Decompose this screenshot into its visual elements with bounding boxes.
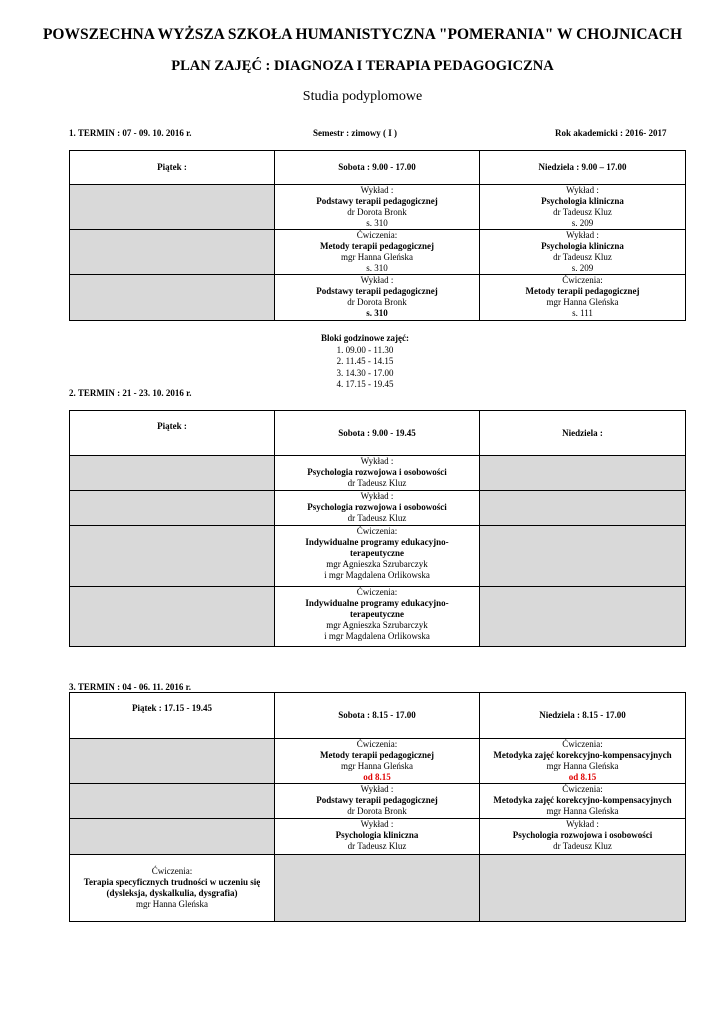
empty-cell <box>70 230 275 275</box>
class-teacher: dr Tadeusz Kluz <box>347 513 407 523</box>
class-teacher: mgr Hanna Gleńska <box>546 297 619 307</box>
class-type: Wykład : <box>360 491 394 501</box>
empty-cell <box>70 739 275 784</box>
time-block-item: 4. 17.15 - 19.45 <box>336 379 394 389</box>
start-time-note: od 8.15 <box>568 772 597 782</box>
class-type: Wykład : <box>360 819 394 829</box>
class-type: Ćwiczenia: <box>356 230 398 240</box>
time-blocks <box>300 333 430 391</box>
empty-cell <box>480 456 686 491</box>
class-subject: Terapia specyficznych trudności w uczeniu się <box>83 877 261 887</box>
termin-3-table <box>69 692 686 922</box>
time-blocks-title: Bloki godzinowe zajęć: <box>321 333 409 343</box>
time-block-item: 3. 14.30 - 17.00 <box>336 367 394 378</box>
study-type: Studia podyplomowe <box>302 89 423 104</box>
termin-1-label: 1. TERMIN : 07 - 09. 10. 2016 r. <box>69 128 192 138</box>
empty-cell <box>480 526 686 587</box>
class-subject: Metody terapii pedagogicznej <box>320 241 434 251</box>
class-cell <box>275 739 480 784</box>
class-subject: Psychologia kliniczna <box>541 196 624 206</box>
class-type: Ćwiczenia: <box>356 739 398 749</box>
empty-cell <box>70 587 275 647</box>
academic-year-label: Rok akademicki : 2016- 2017 <box>555 128 667 138</box>
class-teacher: mgr Hanna Gleńska <box>341 252 413 262</box>
class-subject: (dysleksja, dyskalkulia, dysgrafia) <box>106 888 238 898</box>
class-room: s. 310 <box>366 218 388 228</box>
empty-cell <box>70 784 275 819</box>
class-teacher: dr Dorota Bronk <box>347 207 407 217</box>
class-type: Wykład : <box>360 784 394 794</box>
class-teacher: mgr Hanna Gleńska <box>546 761 619 771</box>
empty-cell <box>70 185 275 230</box>
class-teacher: dr Tadeusz Kluz <box>347 841 407 851</box>
class-type: Wykład : <box>566 185 599 195</box>
class-type: Ćwiczenia: <box>356 526 398 536</box>
class-teacher: dr Dorota Bronk <box>347 806 407 816</box>
class-cell <box>70 855 275 922</box>
class-teacher: mgr Agnieszka Szrubarczyk <box>326 620 428 630</box>
institution-name: POWSZECHNA WYŻSZA SZKOŁA HUMANISTYCZNA "POMERANIA" W CHOJNICACH <box>42 26 683 43</box>
class-type: Wykład : <box>566 819 599 829</box>
class-cell <box>480 739 686 784</box>
class-teacher: mgr Hanna Gleńska <box>546 806 619 816</box>
empty-cell <box>70 275 275 321</box>
empty-cell <box>70 526 275 587</box>
header-friday: Piątek : 17.15 - 19.45 <box>70 693 275 739</box>
empty-cell <box>480 491 686 526</box>
class-type: Wykład : <box>566 230 599 240</box>
empty-cell <box>480 587 686 647</box>
class-room: s. 310 <box>366 308 388 318</box>
header-saturday: Sobota : 8.15 - 17.00 <box>275 693 480 739</box>
plan-title: PLAN ZAJĘĆ : DIAGNOZA I TERAPIA PEDAGOGICZNA <box>171 58 554 74</box>
class-subject: Indywidualne programy edukacyjno- <box>305 537 449 547</box>
class-teacher: mgr Hanna Gleńska <box>341 761 413 771</box>
class-room: s. 310 <box>366 263 388 273</box>
class-type: Ćwiczenia: <box>356 587 398 597</box>
class-room: s. 111 <box>572 308 593 318</box>
class-teacher: i mgr Magdalena Orlikowska <box>324 631 430 641</box>
class-cell <box>275 230 480 275</box>
class-cell <box>480 784 686 819</box>
class-type: Ćwiczenia: <box>562 739 603 749</box>
termin-1-table <box>69 150 686 321</box>
class-room: s. 209 <box>571 218 594 228</box>
empty-cell <box>70 456 275 491</box>
class-type: Wykład : <box>360 275 394 285</box>
class-subject: Psychologia kliniczna <box>541 241 624 251</box>
class-cell <box>275 819 480 855</box>
class-cell <box>480 185 686 230</box>
class-teacher: dr Tadeusz Kluz <box>553 207 612 217</box>
semester-label: Semestr : zimowy ( I ) <box>313 128 398 138</box>
class-subject: Metody terapii pedagogicznej <box>525 286 640 296</box>
class-type: Wykład : <box>360 185 394 195</box>
class-teacher: dr Tadeusz Kluz <box>347 478 407 488</box>
class-cell <box>275 587 480 647</box>
termin-2-label: 2. TERMIN : 21 - 23. 10. 2016 r. <box>69 388 192 398</box>
class-room: s. 209 <box>571 263 594 273</box>
header-sunday: Niedziela : 8.15 - 17.00 <box>480 693 686 739</box>
header-sunday: Niedziela : <box>480 411 686 456</box>
class-cell <box>275 456 480 491</box>
class-type: Wykład : <box>360 456 394 466</box>
class-subject: Indywidualne programy edukacyjno- <box>305 598 449 608</box>
class-type: Ćwiczenia: <box>562 275 603 285</box>
class-cell <box>275 784 480 819</box>
header-saturday: Sobota : 9.00 - 19.45 <box>275 411 480 456</box>
header-sunday: Niedziela : 9.00 – 17.00 <box>480 151 686 185</box>
time-block-item: 2. 11.45 - 14.15 <box>336 356 394 366</box>
class-cell <box>480 230 686 275</box>
class-cell <box>480 819 686 855</box>
class-subject: Metodyka zajęć korekcyjno-kompensacyjnych <box>493 750 672 760</box>
empty-cell <box>70 819 275 855</box>
header-friday: Piątek : <box>70 151 275 185</box>
class-subject: Metody terapii pedagogicznej <box>320 750 434 760</box>
class-teacher: dr Tadeusz Kluz <box>553 252 612 262</box>
class-cell <box>275 526 480 587</box>
class-subject: Psychologia kliniczna <box>335 830 419 840</box>
class-subject: terapeutyczne <box>350 609 404 619</box>
class-type: Ćwiczenia: <box>562 784 603 794</box>
class-cell <box>275 491 480 526</box>
start-time-note: od 8.15 <box>363 772 391 782</box>
class-subject: Psychologia rozwojowa i osobowości <box>307 467 447 477</box>
empty-cell <box>70 491 275 526</box>
empty-cell <box>480 855 686 922</box>
class-subject: Podstawy terapii pedagogicznej <box>316 795 438 805</box>
class-teacher: i mgr Magdalena Orlikowska <box>324 570 430 580</box>
class-subject: Metodyka zajęć korekcyjno-kompensacyjnych <box>493 795 672 805</box>
class-subject: Podstawy terapii pedagogicznej <box>316 286 438 296</box>
class-subject: Psychologia rozwojowa i osobowości <box>307 502 447 512</box>
termin-3-label: 3. TERMIN : 04 - 06. 11. 2016 r. <box>69 682 192 692</box>
class-type: Ćwiczenia: <box>151 866 193 876</box>
class-teacher: dr Tadeusz Kluz <box>553 841 612 851</box>
empty-cell <box>275 855 480 922</box>
class-subject: terapeutyczne <box>350 548 404 558</box>
class-cell <box>275 275 480 321</box>
class-subject: Podstawy terapii pedagogicznej <box>316 196 438 206</box>
class-teacher: mgr Agnieszka Szrubarczyk <box>326 559 428 569</box>
class-teacher: dr Dorota Bronk <box>347 297 407 307</box>
class-subject: Psychologia rozwojowa i osobowości <box>512 830 653 840</box>
termin-2-table <box>69 410 686 647</box>
header-friday: Piątek : <box>70 411 275 456</box>
time-block-item: 1. 09.00 - 11.30 <box>336 344 394 355</box>
class-cell <box>275 185 480 230</box>
class-cell <box>480 275 686 321</box>
class-teacher: mgr Hanna Gleńska <box>136 899 208 909</box>
header-saturday: Sobota : 9.00 - 17.00 <box>275 151 480 185</box>
